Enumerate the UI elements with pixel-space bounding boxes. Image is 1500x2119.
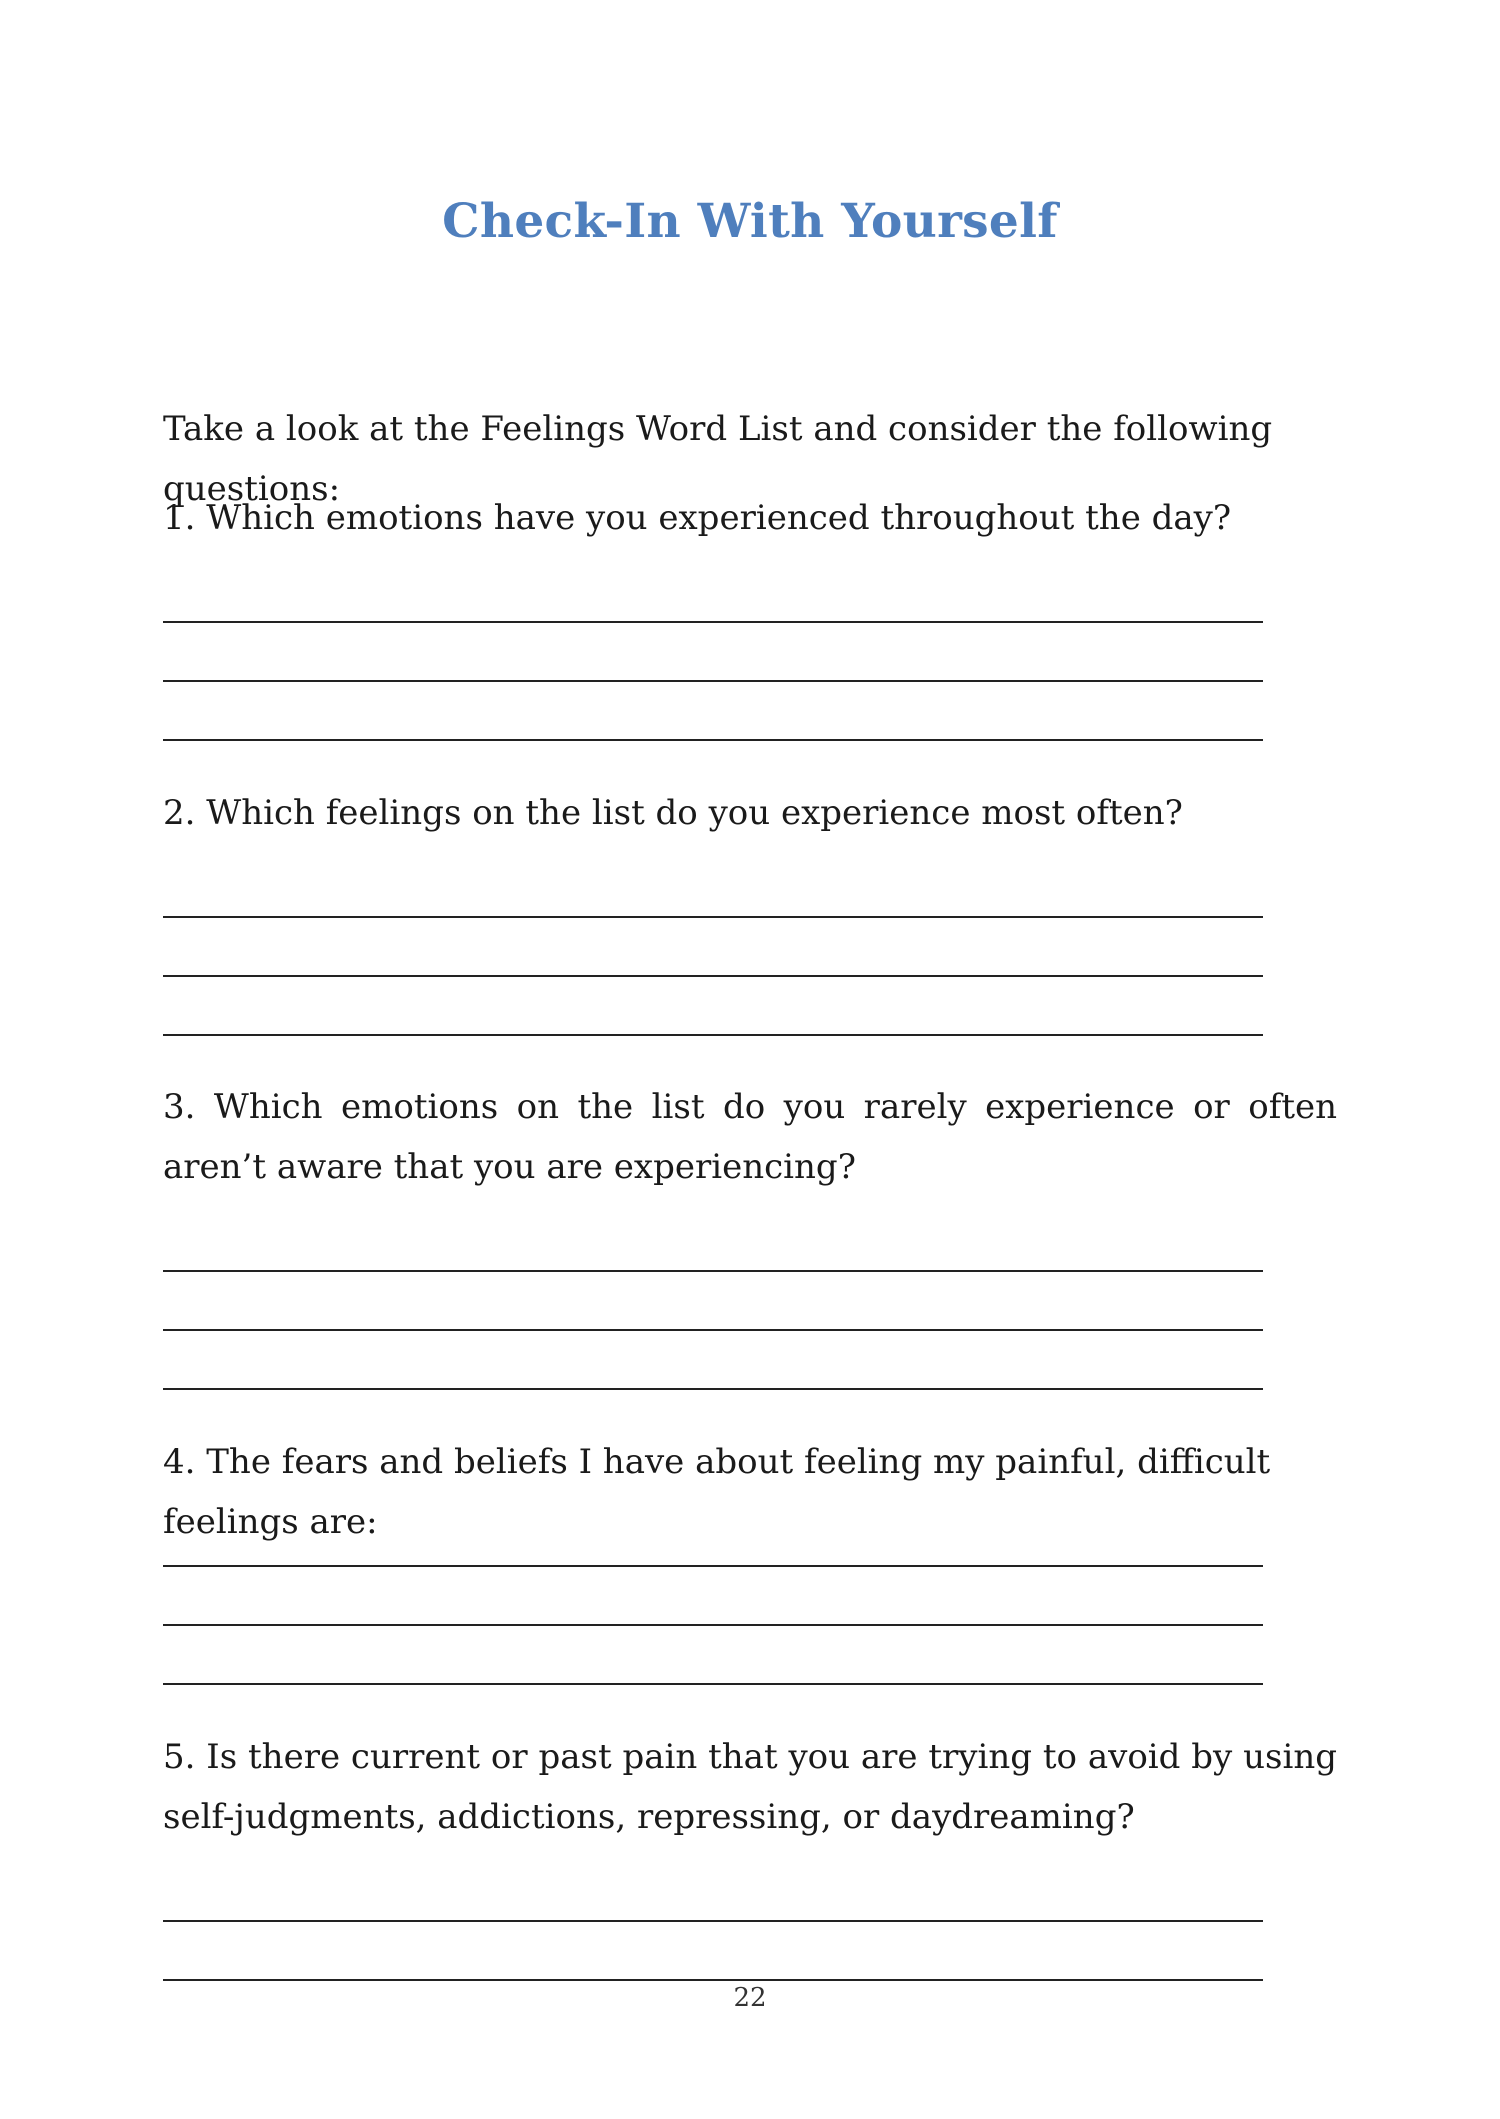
answer-line[interactable] (163, 1920, 1263, 1922)
question-1: 1. Which emotions have you experienced throughout the day? (163, 498, 1232, 538)
answer-line[interactable] (163, 1565, 1263, 1567)
answer-line[interactable] (163, 975, 1263, 977)
page-title: Check-In With Yourself (442, 194, 1058, 249)
question-5: 5. Is there current or past pain that you are trying to avoid by using self-judgments, addictions, repressing, or daydreaming? (163, 1737, 1337, 1837)
answer-line[interactable] (163, 1270, 1263, 1272)
answer-line[interactable] (163, 1979, 1263, 1981)
answer-line[interactable] (163, 1624, 1263, 1626)
answer-line[interactable] (163, 1034, 1263, 1036)
page-number: 22 (733, 1983, 767, 2013)
answer-line[interactable] (163, 1388, 1263, 1390)
answer-line[interactable] (163, 739, 1263, 741)
question-4: 4. The fears and beliefs I have about feeling my painful, difficult feelings are: (163, 1442, 1271, 1542)
answer-line[interactable] (163, 621, 1263, 623)
answer-line[interactable] (163, 1683, 1263, 1685)
question-3: 3. Which emotions on the list do you rarely experience or often aren’t aware that you are experiencing? (163, 1087, 1337, 1187)
intro-text: Take a look at the Feelings Word List and consider the following questions: (163, 409, 1273, 509)
question-2: 2. Which feelings on the list do you experience most often? (163, 793, 1183, 833)
answer-line[interactable] (163, 1329, 1263, 1331)
answer-line[interactable] (163, 680, 1263, 682)
answer-line[interactable] (163, 916, 1263, 918)
